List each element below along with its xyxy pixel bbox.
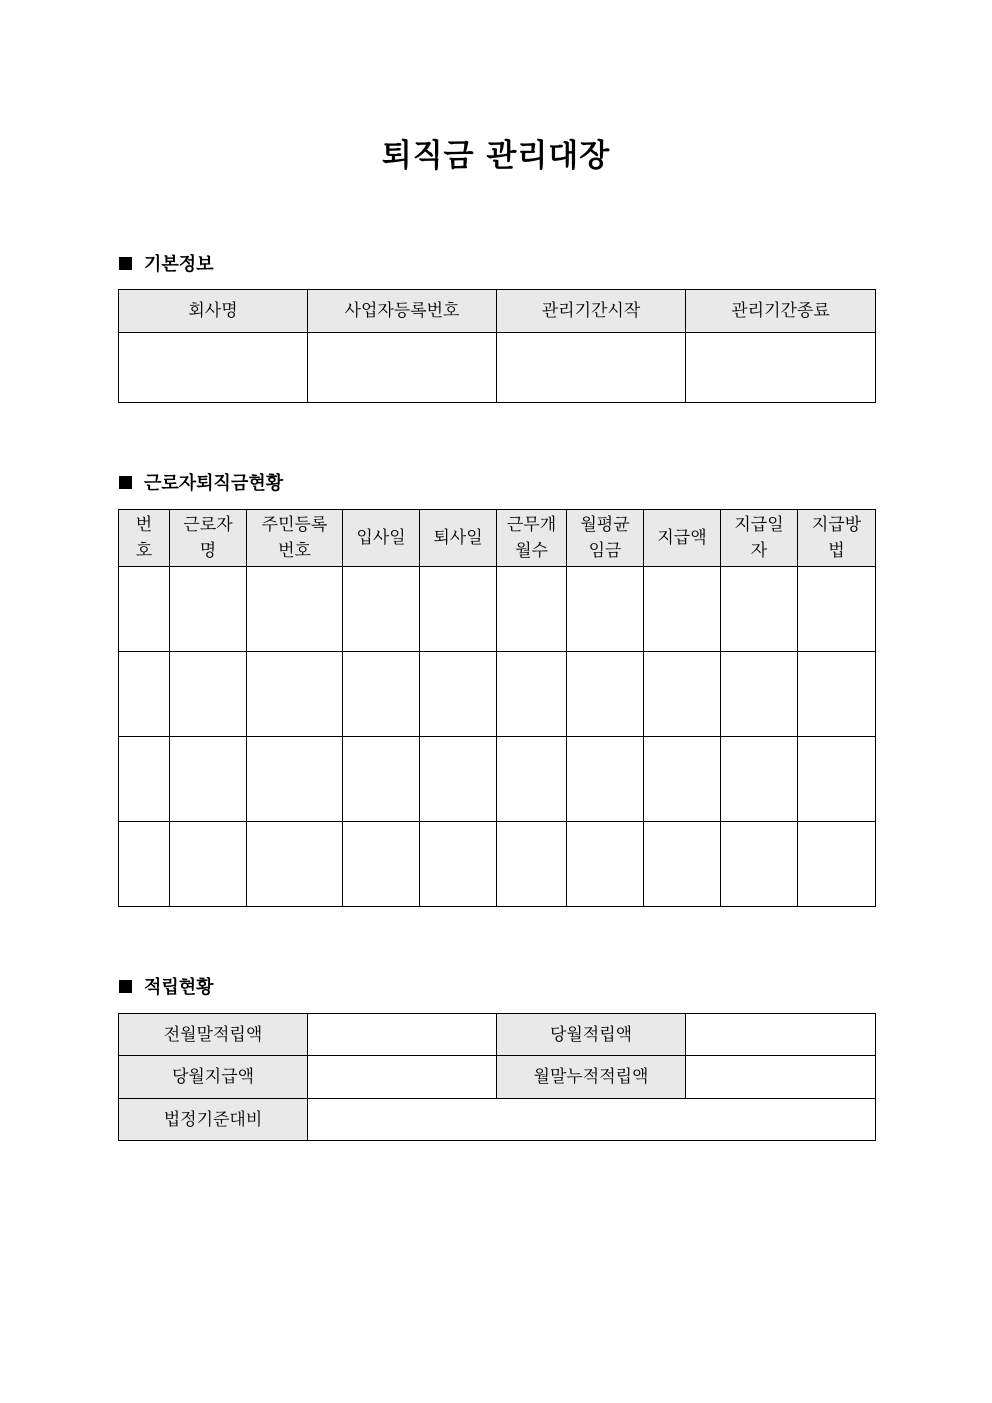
section-heading-workers — [119, 471, 283, 497]
table-cell[interactable] — [170, 652, 247, 737]
table-cell[interactable] — [798, 567, 876, 652]
table-cell[interactable] — [567, 652, 644, 737]
table-cell[interactable] — [497, 737, 567, 822]
label-prev-month-balance: 전월말적립액 — [119, 1014, 308, 1056]
table-cell[interactable] — [644, 822, 721, 907]
header-resident-number: 주민등록 번호 — [247, 510, 343, 567]
current-month-paid-cell[interactable] — [308, 1056, 497, 1099]
table-cell[interactable] — [343, 652, 420, 737]
square-bullet-icon — [119, 476, 132, 489]
table-cell[interactable] — [420, 737, 497, 822]
company-name-cell[interactable] — [119, 333, 308, 403]
worker-severance-table — [118, 509, 876, 907]
table-cell[interactable] — [170, 822, 247, 907]
table-cell[interactable] — [721, 567, 798, 652]
table-cell[interactable] — [798, 737, 876, 822]
label-current-month-saving: 당월적립액 — [497, 1014, 686, 1056]
table-cell[interactable] — [798, 822, 876, 907]
table-cell[interactable] — [119, 652, 170, 737]
table-cell[interactable] — [247, 737, 343, 822]
label-legal-ratio: 법정기준대비 — [119, 1099, 308, 1141]
header-worker-name: 근로자 명 — [170, 510, 247, 567]
month-end-cumulative-cell[interactable] — [686, 1056, 876, 1099]
header-number: 번 호 — [119, 510, 170, 567]
label-current-month-paid: 당월지급액 — [119, 1056, 308, 1099]
table-cell[interactable] — [721, 822, 798, 907]
table-cell[interactable] — [420, 652, 497, 737]
section-heading-workers-label: 근로자퇴직금현황 — [144, 473, 284, 494]
table-cell[interactable] — [567, 567, 644, 652]
section-heading-savings — [119, 975, 214, 1001]
square-bullet-icon — [119, 257, 132, 270]
table-row — [119, 737, 876, 822]
table-cell[interactable] — [567, 737, 644, 822]
table-cell[interactable] — [170, 567, 247, 652]
table-cell[interactable] — [497, 567, 567, 652]
table-cell[interactable] — [420, 567, 497, 652]
table-cell[interactable] — [343, 567, 420, 652]
savings-status-table — [118, 1013, 876, 1141]
table-cell[interactable] — [170, 737, 247, 822]
header-avg-monthly-wage: 월평균 임금 — [567, 510, 644, 567]
header-leave-date: 퇴사일 — [420, 510, 497, 567]
label-month-end-cumulative: 월말누적적립액 — [497, 1056, 686, 1099]
table-cell[interactable] — [343, 737, 420, 822]
table-cell[interactable] — [721, 737, 798, 822]
table-row — [119, 567, 876, 652]
period-start-cell[interactable] — [497, 333, 686, 403]
page-title: 퇴직금 관리대장 — [381, 138, 611, 174]
current-month-saving-cell[interactable] — [686, 1014, 876, 1056]
table-cell[interactable] — [119, 737, 170, 822]
table-cell[interactable] — [420, 822, 497, 907]
business-reg-number-cell[interactable] — [308, 333, 497, 403]
table-row — [119, 822, 876, 907]
table-cell[interactable] — [343, 822, 420, 907]
period-end-cell[interactable] — [686, 333, 876, 403]
header-period-end: 관리기간종료 — [686, 290, 876, 333]
header-payment-date: 지급일 자 — [721, 510, 798, 567]
header-company-name: 회사명 — [119, 290, 308, 333]
section-heading-basic — [119, 252, 214, 278]
basic-info-table — [118, 289, 876, 403]
header-hire-date: 입사일 — [343, 510, 420, 567]
table-row — [119, 652, 876, 737]
table-cell[interactable] — [247, 822, 343, 907]
table-cell[interactable] — [497, 822, 567, 907]
table-cell[interactable] — [119, 567, 170, 652]
legal-ratio-cell[interactable] — [308, 1099, 876, 1141]
table-cell[interactable] — [247, 652, 343, 737]
table-cell[interactable] — [119, 822, 170, 907]
header-period-start: 관리기간시작 — [497, 290, 686, 333]
section-heading-basic-label: 기본정보 — [144, 254, 214, 275]
header-payment-amount: 지급액 — [644, 510, 721, 567]
table-cell[interactable] — [798, 652, 876, 737]
table-cell[interactable] — [247, 567, 343, 652]
header-business-reg-number: 사업자등록번호 — [308, 290, 497, 333]
table-cell[interactable] — [497, 652, 567, 737]
table-cell[interactable] — [721, 652, 798, 737]
header-payment-method: 지급방 법 — [798, 510, 876, 567]
table-cell[interactable] — [644, 737, 721, 822]
table-cell[interactable] — [644, 652, 721, 737]
section-heading-savings-label: 적립현황 — [144, 977, 214, 998]
table-cell[interactable] — [567, 822, 644, 907]
header-months-worked: 근무개 월수 — [497, 510, 567, 567]
prev-month-balance-cell[interactable] — [308, 1014, 497, 1056]
table-cell[interactable] — [644, 567, 721, 652]
square-bullet-icon — [119, 980, 132, 993]
